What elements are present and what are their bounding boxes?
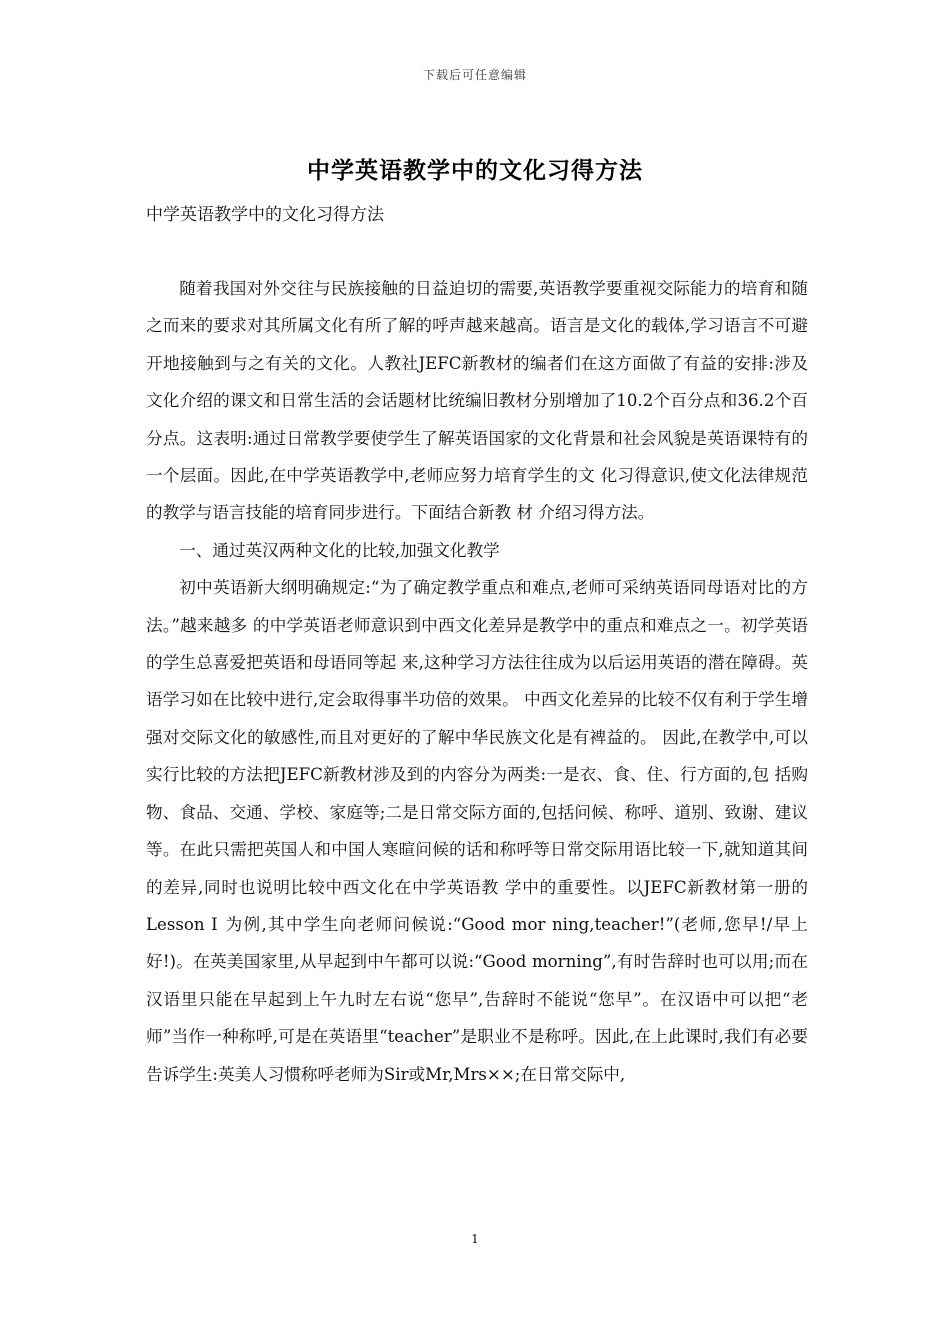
body-text xyxy=(146,270,808,1093)
paragraph-intro: 随着我国对外交往与民族接触的日益迫切的需要,英语教学要重视交际能力的培育和随之而来的要求对其所属文化有所了解的呼声越来越高。语言是文化的载体,学习语言不可避开地接触到与之有关的文化。人教社JEFC新教材的编者们在这方面做了有益的安排:涉及文化介绍的课文和日常生活的会话题材比统编旧教材分别增加了10.2个百分点和36.2个百分点。这表明:通过日常教学要使学生了解英语国家的文化背景和社会风貌是英语课特有的一个层面。因此,在中学英语教学中,老师应努力培育学生的文 化习得意识,使文化法律规范的教学与语言技能的培育同步进行。下面结合新教 材 介绍习得方法。 xyxy=(146,279,808,523)
paragraph-section-1: 初中英语新大纲明确规定:“为了确定教学重点和难点,老师可采纳英语同母语对比的方法。”越来越多 的中学英语老师意识到中西文化差异是教学中的重点和难点之一。初学英语的学生总喜爱把英语和母语同等起 来,这种学习方法往往成为以后运用英语的潜在障碍。英语学习如在比较中进行,定会取得事半功倍的效果。 中西文化差异的比较不仅有利于学生增强对交际文化的敏感性,而且对更好的了解中华民族文化是有裨益的。 因此,在教学中,可以实行比较的方法把JEFC新教材涉及到的内容分为两类:一是衣、食、住、行方面的,包 括购物、食品、交通、学校、家庭等;二是日常交际方面的,包括问候、称呼、道别、致谢、建议等。在此只需把英国人和中国人寒暄问候的话和称呼等日常交际用语比较一下,就知道其间的差异,同时也说明比较中西文化在中学英语教 学中的重要性。以JEFC新教材第一册的Lesson Ⅰ 为例,其中学生向老师问候说:“Good mor ning,teacher!”(老师,您早!/早上好!)。在英美国家里,从早起到中午都可以说:“Good morning”,有时告辞时也可以用;而在汉语里只能在早起到上午九时左右说“您早”,告辞时不能说“您早”。在汉语中可以把“老师”当作一种称呼,可是在英语里“teacher”是职业不是称呼。因此,在上此课时,我们有必要告诉学生:英美人习惯称呼老师为Sir或Mr,Mrs××;在日常交际中, xyxy=(146,578,808,1084)
header-note: 下载后可任意编辑 xyxy=(422,68,527,82)
section-heading-1: 一、通过英汉两种文化的比较,加强文化教学 xyxy=(179,540,500,560)
document-subtitle: 中学英语教学中的文化习得方法 xyxy=(146,205,384,225)
document-title: 中学英语教学中的文化习得方法 xyxy=(307,157,643,184)
page-number: 1 xyxy=(471,1232,479,1246)
